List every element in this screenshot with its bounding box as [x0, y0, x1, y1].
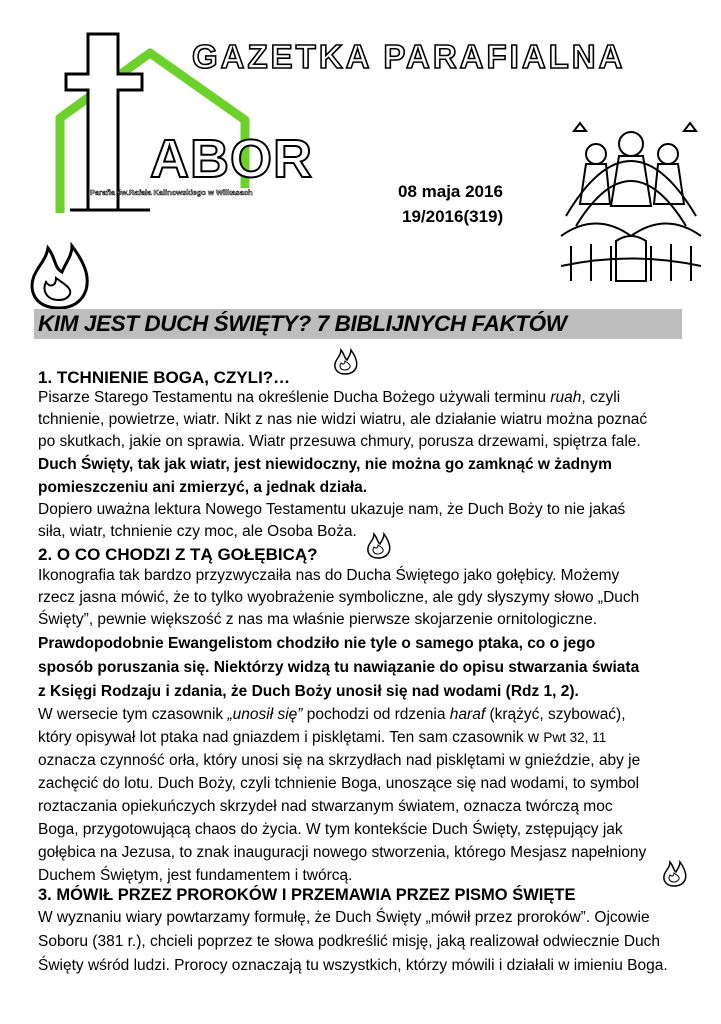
paragraph-line: Święty wśród ludzi. Prorocy oznaczają tu wszystkich, którzy mówili i działali w imieniu Boga. [38, 957, 668, 974]
section-title: 2. O CO CHODZI Z TĄ GOŁĘBICĄ? [38, 545, 318, 564]
paragraph-line: siła, wiatr, tchnienie czy moc, ale Osoba Boża. [38, 523, 357, 540]
paragraph-line: Boga, przygotowującą chaos do życia. W tym kontekście Duch Święty, zstępujący jak [38, 821, 623, 838]
paragraph-line: po skutkach, jakie on sprawia. Wiatr przesuwa chmury, porusza drzewami, spiętrza fale. [38, 433, 641, 450]
flame-icon [26, 242, 92, 312]
paragraph-line: Święty”, pewnie większość z nas ma właśnie pierwsze skojarzenie ornitologiczne. [38, 611, 598, 628]
paragraph-line: Duch Święty, tak jak wiatr, jest niewidoczny, nie można go zamknąć w żadnym [38, 456, 612, 473]
paragraph-line: Soboru (381 r.), chcieli poprzez te słowa podkreślić misję, jaką realizował odwiecznie Duch [38, 933, 661, 950]
paragraph-line: rzecz jasna mówić, że to tylko wyobrażenie symboliczne, ale gdy słyszymy słowo „Duch [38, 589, 640, 606]
flame-icon [331, 348, 359, 376]
flame-icon [660, 860, 688, 888]
paragraph-line: oznacza czynność orła, który unosi się na skrzydłach nad pisklętami w gnieździe, aby je [38, 752, 641, 769]
flame-icon [364, 532, 392, 560]
paragraph-line: Duchem Świętym, jest fundamentem i twórcą. [38, 867, 353, 884]
section-title: 3. MÓWIŁ PRZEZ PROROKÓW I PRZEMAWIA PRZEZ PISMO ŚWIĘTE [38, 886, 576, 904]
paragraph-line: z Księgi Rodzaju i zdania, że Duch Boży unosił się nad wodami (Rdz 1, 2). [38, 683, 579, 700]
logo-text: ABOR [150, 129, 313, 189]
paragraph-line: Dopiero uważna lektura Nowego Testamentu ukazuje nam, że Duch Boży to nie jakaś [38, 501, 626, 518]
pentecost-illustration [556, 116, 706, 286]
paragraph-line: sposób poruszania się. Niektórzy widzą tu nawiązanie do opisu stwarzania świata [38, 659, 640, 676]
paragraph-line: roztaczania opiekuńczych skrzydeł nad stwarzanym światem, oznacza twórczą moc [38, 798, 613, 815]
logo-subtitle: Parafia św.Rafała Kalinowskiego w Wilkasach [90, 188, 253, 197]
paragraph-line: Ikonografia tak bardzo przyzwyczaiła nas do Ducha Świętego jako gołębicy. Możemy [38, 567, 620, 584]
paragraph-line: W wyznaniu wiary powtarzamy formułę, że Duch Święty „mówił przez proroków”. Ojcowie [38, 909, 650, 926]
headline: KIM JEST DUCH ŚWIĘTY? 7 BIBLIJNYCH FAKTÓW [38, 311, 567, 336]
issue-number: 19/2016(319) [402, 207, 504, 226]
paragraph-line: pomieszczeniu ani zmierzyć, a jednak działa. [38, 479, 368, 496]
paragraph-line: tchnienie, powietrze, wiatr. Nikt z nas nie widzi wiatru, ale działanie wiatru można poznać [38, 411, 648, 428]
paragraph-line: który opisywał lot ptaka nad gniazdem i pisklętami. Ten sam czasownik w Pwt 32, 11 [38, 729, 607, 746]
paragraph-line: Prawdopodobnie Ewangelistom chodziło nie tyle o samego ptaka, co o jego [38, 635, 596, 652]
paragraph-line: gołębica na Jezusa, to znak inauguracji nowego stworzenia, którego Mesjasz napełniony [38, 844, 647, 861]
paragraph-line: W wersecie tym czasownik „unosił się” pochodzi od rdzenia haraf (krążyć, szybować), [38, 706, 626, 723]
paragraph-line: zachęcić do lotu. Duch Boży, czyli tchnienie Boga, unoszące się nad wodami, to symbol [38, 775, 640, 792]
masthead-title: GAZETKA PARAFIALNA [192, 38, 626, 75]
issue-date: 08 maja 2016 [398, 182, 503, 201]
section-title: 1. TCHNIENIE BOGA, CZYLI?… [38, 368, 291, 387]
paragraph-line: Pisarze Starego Testamentu na określenie Ducha Bożego używali terminu ruah, czyli [38, 389, 621, 406]
